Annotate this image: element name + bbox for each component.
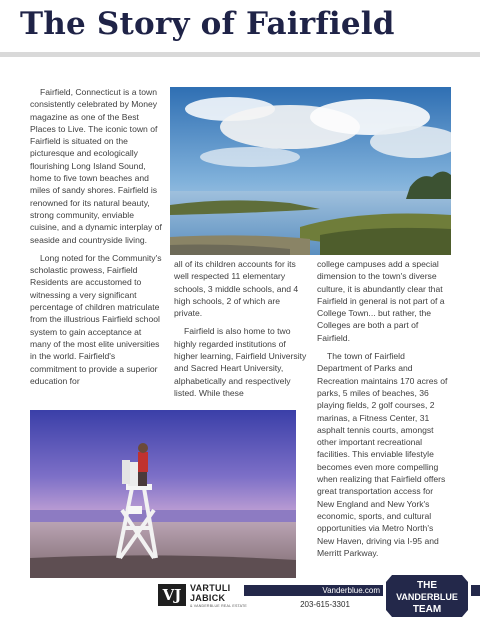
lifeguard-beach-photo <box>30 410 296 578</box>
text-column-3 <box>317 258 451 565</box>
header-rule <box>0 52 480 57</box>
column3-paragraph-1: college campuses add a special dimension to the town's diverse culture, it is abundantly clear that Fairfield in general is not part of a College Town... but rather, the Colleges are both a part of Fairfield. <box>317 259 445 343</box>
logo-name-line-2: JABICK <box>190 593 226 603</box>
team-badge-shape <box>383 572 471 620</box>
column1-paragraph-2: Long noted for the Community's scholastic prowess, Fairfield Residents are accustomed to witnessing a very significant percentage of children matriculate from the illustrious Fairfield school system to gain acceptance at many of the most elite universities in the world. Fairfield's commitment to provide a superior education for <box>30 252 162 386</box>
logo-name-line-1: VARTULI <box>190 583 231 593</box>
column2-paragraph-1: all of its children accounts for its well respected 11 elementary schools, 3 middle schools, and 4 high schools, 2 of which are private. <box>174 259 299 319</box>
vanderblue-team-badge <box>383 572 471 620</box>
phone-number: 203-615-3301 <box>300 600 350 609</box>
vj-logo-mark: VJ <box>158 584 186 606</box>
column2-paragraph-2: Fairfield is also home to two highly regarded institutions of higher learning, Fairfield University and Sacred Heart University, alphabetically and respectively listed. While these <box>174 326 307 398</box>
sound-marsh-illustration <box>170 87 451 255</box>
text-column-2 <box>174 258 307 405</box>
website-link[interactable]: Vanderblue.com <box>322 586 380 595</box>
vartuli-jabick-logo <box>158 582 247 612</box>
badge-line-1: THE <box>417 580 437 591</box>
column1-paragraph-1: Fairfield, Connecticut is a town consistently celebrated by Money magazine as one of the Best Places to Live. The iconic town of Fairfield is situated on the picturesque and ecologically flourishing Long Island Sound, home to five town beaches and miles of sandy shores. Fairfield is renowned for its natural beauty, strong community, enviable cuisine, and a dynamic interplay of seaside and countryside living. <box>30 87 162 245</box>
badge-line-2: VANDERBLUE <box>396 592 458 602</box>
text-column-1 <box>30 86 163 393</box>
logo-subtitle: & VANDERBLUE REAL ESTATE <box>190 604 247 608</box>
badge-line-3: TEAM <box>412 604 442 615</box>
column3-paragraph-2: The town of Fairfield Department of Parks and Recreation maintains 170 acres of parks, 5 miles of beaches, 36 playing fields, 2 golf courses, 2 marinas, a Fitness Center, 31 asphalt tennis courts, amongst other important recreational facilities. This enviable lifestyle becomes even more compelling when realizing that Fairfield offers great transportation access for New England and New York's economic, sports, and cultural opportunities via Metro North's New Haven, driving via I-95 and Merritt Parkway. <box>317 351 448 558</box>
lifeguard-stand-illustration <box>30 410 296 578</box>
sound-marsh-photo <box>170 87 451 255</box>
page-header <box>0 0 480 56</box>
page-title: The Story of Fairfield <box>20 6 395 42</box>
